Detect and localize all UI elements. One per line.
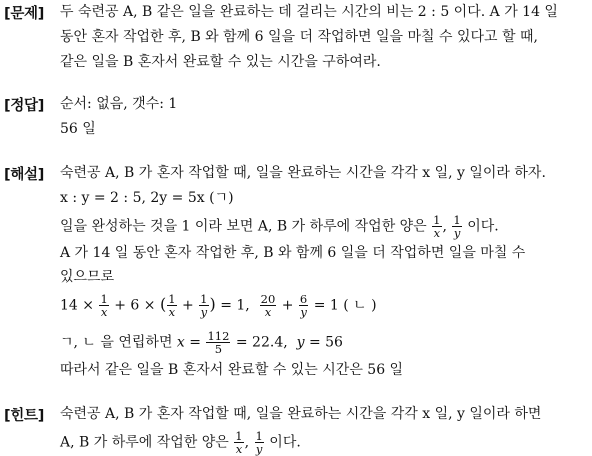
fraction-1-over-y: $\frac{1}{y}$	[453, 213, 461, 240]
solution-equation-2-label: ㄱ, ㄴ 을 연립하면	[60, 334, 173, 351]
hint-tag: [힌트]	[4, 408, 45, 424]
solution-line-5: 있으므로	[60, 269, 115, 285]
solution-line-3-text: 일을 완성하는 것을 1 이라 보면 A, B 가 하루에 작업한 양은	[60, 218, 427, 235]
eq1-fraction-d: $\frac{20}{x}$	[260, 292, 276, 319]
eq1-fraction-b: $\frac{1}{x}$	[168, 292, 176, 319]
hint-fraction-1-over-y: $\frac{1}{y}$	[255, 429, 263, 456]
problem-line-1: 두 숙련공 A, B 같은 일을 완료하는 데 걸리는 시간의 비는 2 : 5 이다. A 가 14 일	[60, 4, 558, 20]
answer-line-1: 순서: 없음, 갯수: 1	[60, 96, 178, 112]
answer-line-2: 56 일	[60, 121, 96, 137]
solution-line-3: 일을 완성하는 것을 1 이라 보면 A, B 가 하루에 작업한 양은 $\frac{1}{x}$ , $\frac{1}{y}$ 이다.	[60, 213, 499, 240]
solution-line-3-end: 이다.	[467, 218, 499, 235]
solution-equation-2: ㄱ, ㄴ 을 연립하면 x = $\frac{112}{5}$ = 22.4, y = 56	[60, 329, 343, 356]
solution-line-1: 숙련공 A, B 가 혼자 작업할 때, 일을 완료하는 시간을 각각 x 일, y 일이라 하자.	[60, 165, 546, 181]
eq1-fraction-a: $\frac{1}{x}$	[100, 292, 108, 319]
hint-line-2-text: A, B 가 하루에 작업한 양은	[60, 434, 229, 451]
solution-equation-1: 14 × $\frac{1}{x}$ + 6 × ( $\frac{1}{x}$ + $\frac{1}{y}$ ) = 1, $\frac{20}{x}$ + $\frac{6}{y}$ = 1 ( ㄴ )	[60, 292, 377, 319]
fraction-1-over-x: $\frac{1}{x}$	[433, 213, 441, 240]
solution-tag: [해설]	[4, 167, 45, 183]
answer-tag: [정답]	[4, 98, 45, 114]
solution-line-4: A 가 14 일 동안 혼자 작업한 후, B 와 함께 6 일을 더 작업하면 일을 마칠 수	[60, 245, 526, 261]
hint-line-2: A, B 가 하루에 작업한 양은 $\frac{1}{x}$ , $\frac{1}{y}$ 이다.	[60, 429, 301, 456]
problem-tag: [문제]	[4, 6, 45, 22]
eq1-fraction-e: $\frac{6}{y}$	[299, 292, 308, 319]
eq2-fraction: $\frac{112}{5}$	[207, 329, 230, 356]
solution-line-8: 따라서 같은 일을 B 혼자서 완료할 수 있는 시간은 56 일	[60, 362, 404, 378]
hint-fraction-1-over-x: $\frac{1}{x}$	[235, 429, 243, 456]
hint-line-1: 숙련공 A, B 가 혼자 작업할 때, 일을 완료하는 시간을 각각 x 일, y 일이라 하면	[60, 406, 542, 422]
hint-line-2-end: 이다.	[269, 434, 301, 451]
problem-line-2: 동안 혼자 작업한 후, B 와 함께 6 일을 더 작업하면 일을 마칠 수 있다고 할 때,	[60, 29, 538, 45]
solution-line-2: x : y = 2 : 5, 2y = 5x (ㄱ)	[60, 190, 234, 206]
problem-line-3: 같은 일을 B 혼자서 완료할 수 있는 시간을 구하여라.	[60, 54, 381, 70]
eq1-fraction-c: $\frac{1}{y}$	[200, 292, 208, 319]
